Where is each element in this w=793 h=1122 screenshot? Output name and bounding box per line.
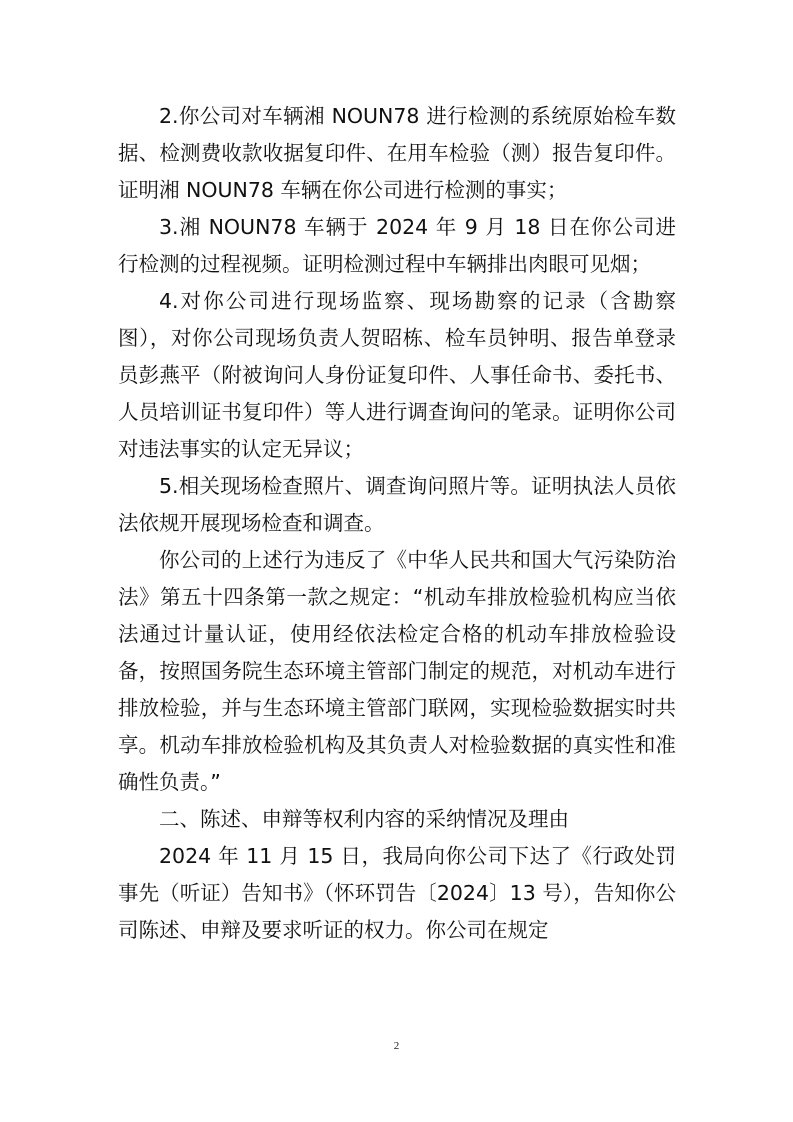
paragraph-evidence-4: 4.对你公司进行现场监察、现场勘察的记录（含勘察图），对你公司现场负责人贺昭栋、检车员钟明、报告单登录员彭燕平（附被询问人身份证复印件、人事任命书、委托书、人员培训证书复印件）等人进行调查询问的笔录。证明你公司对违法事实的认定无异议； — [118, 289, 676, 461]
paragraph-evidence-5: 5.相关现场检查照片、调查询问照片等。证明执法人员依法依规开展现场检查和调查。 — [118, 474, 676, 535]
paragraph-violation: 你公司的上述行为违反了《中华人民共和国大气污染防治法》第五十四条第一款之规定：“机动车排放检验机构应当依法通过计量认证，使用经依法检定合格的机动车排放检验设备，按照国务院生态环境主管部门制定的规范，对机动车进行排放检验，并与生态环境主管部门联网，实现检验数据实时共享。机动车排放检验机构及其负责人对检验数据的真实性和准确性负责。” — [118, 548, 676, 794]
paragraph-notice: 2024 年 11 月 15 日，我局向你公司下达了《行政处罚事先（听证）告知书》（怀环罚告〔2024〕13 号），告知你公司陈述、申辩及要求听证的权力。你公司在规定 — [118, 844, 676, 942]
section-heading-statement: 二、陈述、申辩等权利内容的采纳情况及理由 — [159, 807, 569, 831]
document-body — [118, 98, 676, 949]
paragraph-evidence-2: 2.你公司对车辆湘 NOUN78 进行检测的系统原始检车数据、检测费收款收据复印件、在用车检验（测）报告复印件。证明湘 NOUN78 车辆在你公司进行检测的事实； — [118, 104, 676, 202]
page-number: 2 — [393, 1040, 400, 1052]
paragraph-evidence-3: 3.湘 NOUN78 车辆于 2024 年 9 月 18 日在你公司进行检测的过程视频。证明检测过程中车辆排出肉眼可见烟； — [118, 215, 676, 276]
